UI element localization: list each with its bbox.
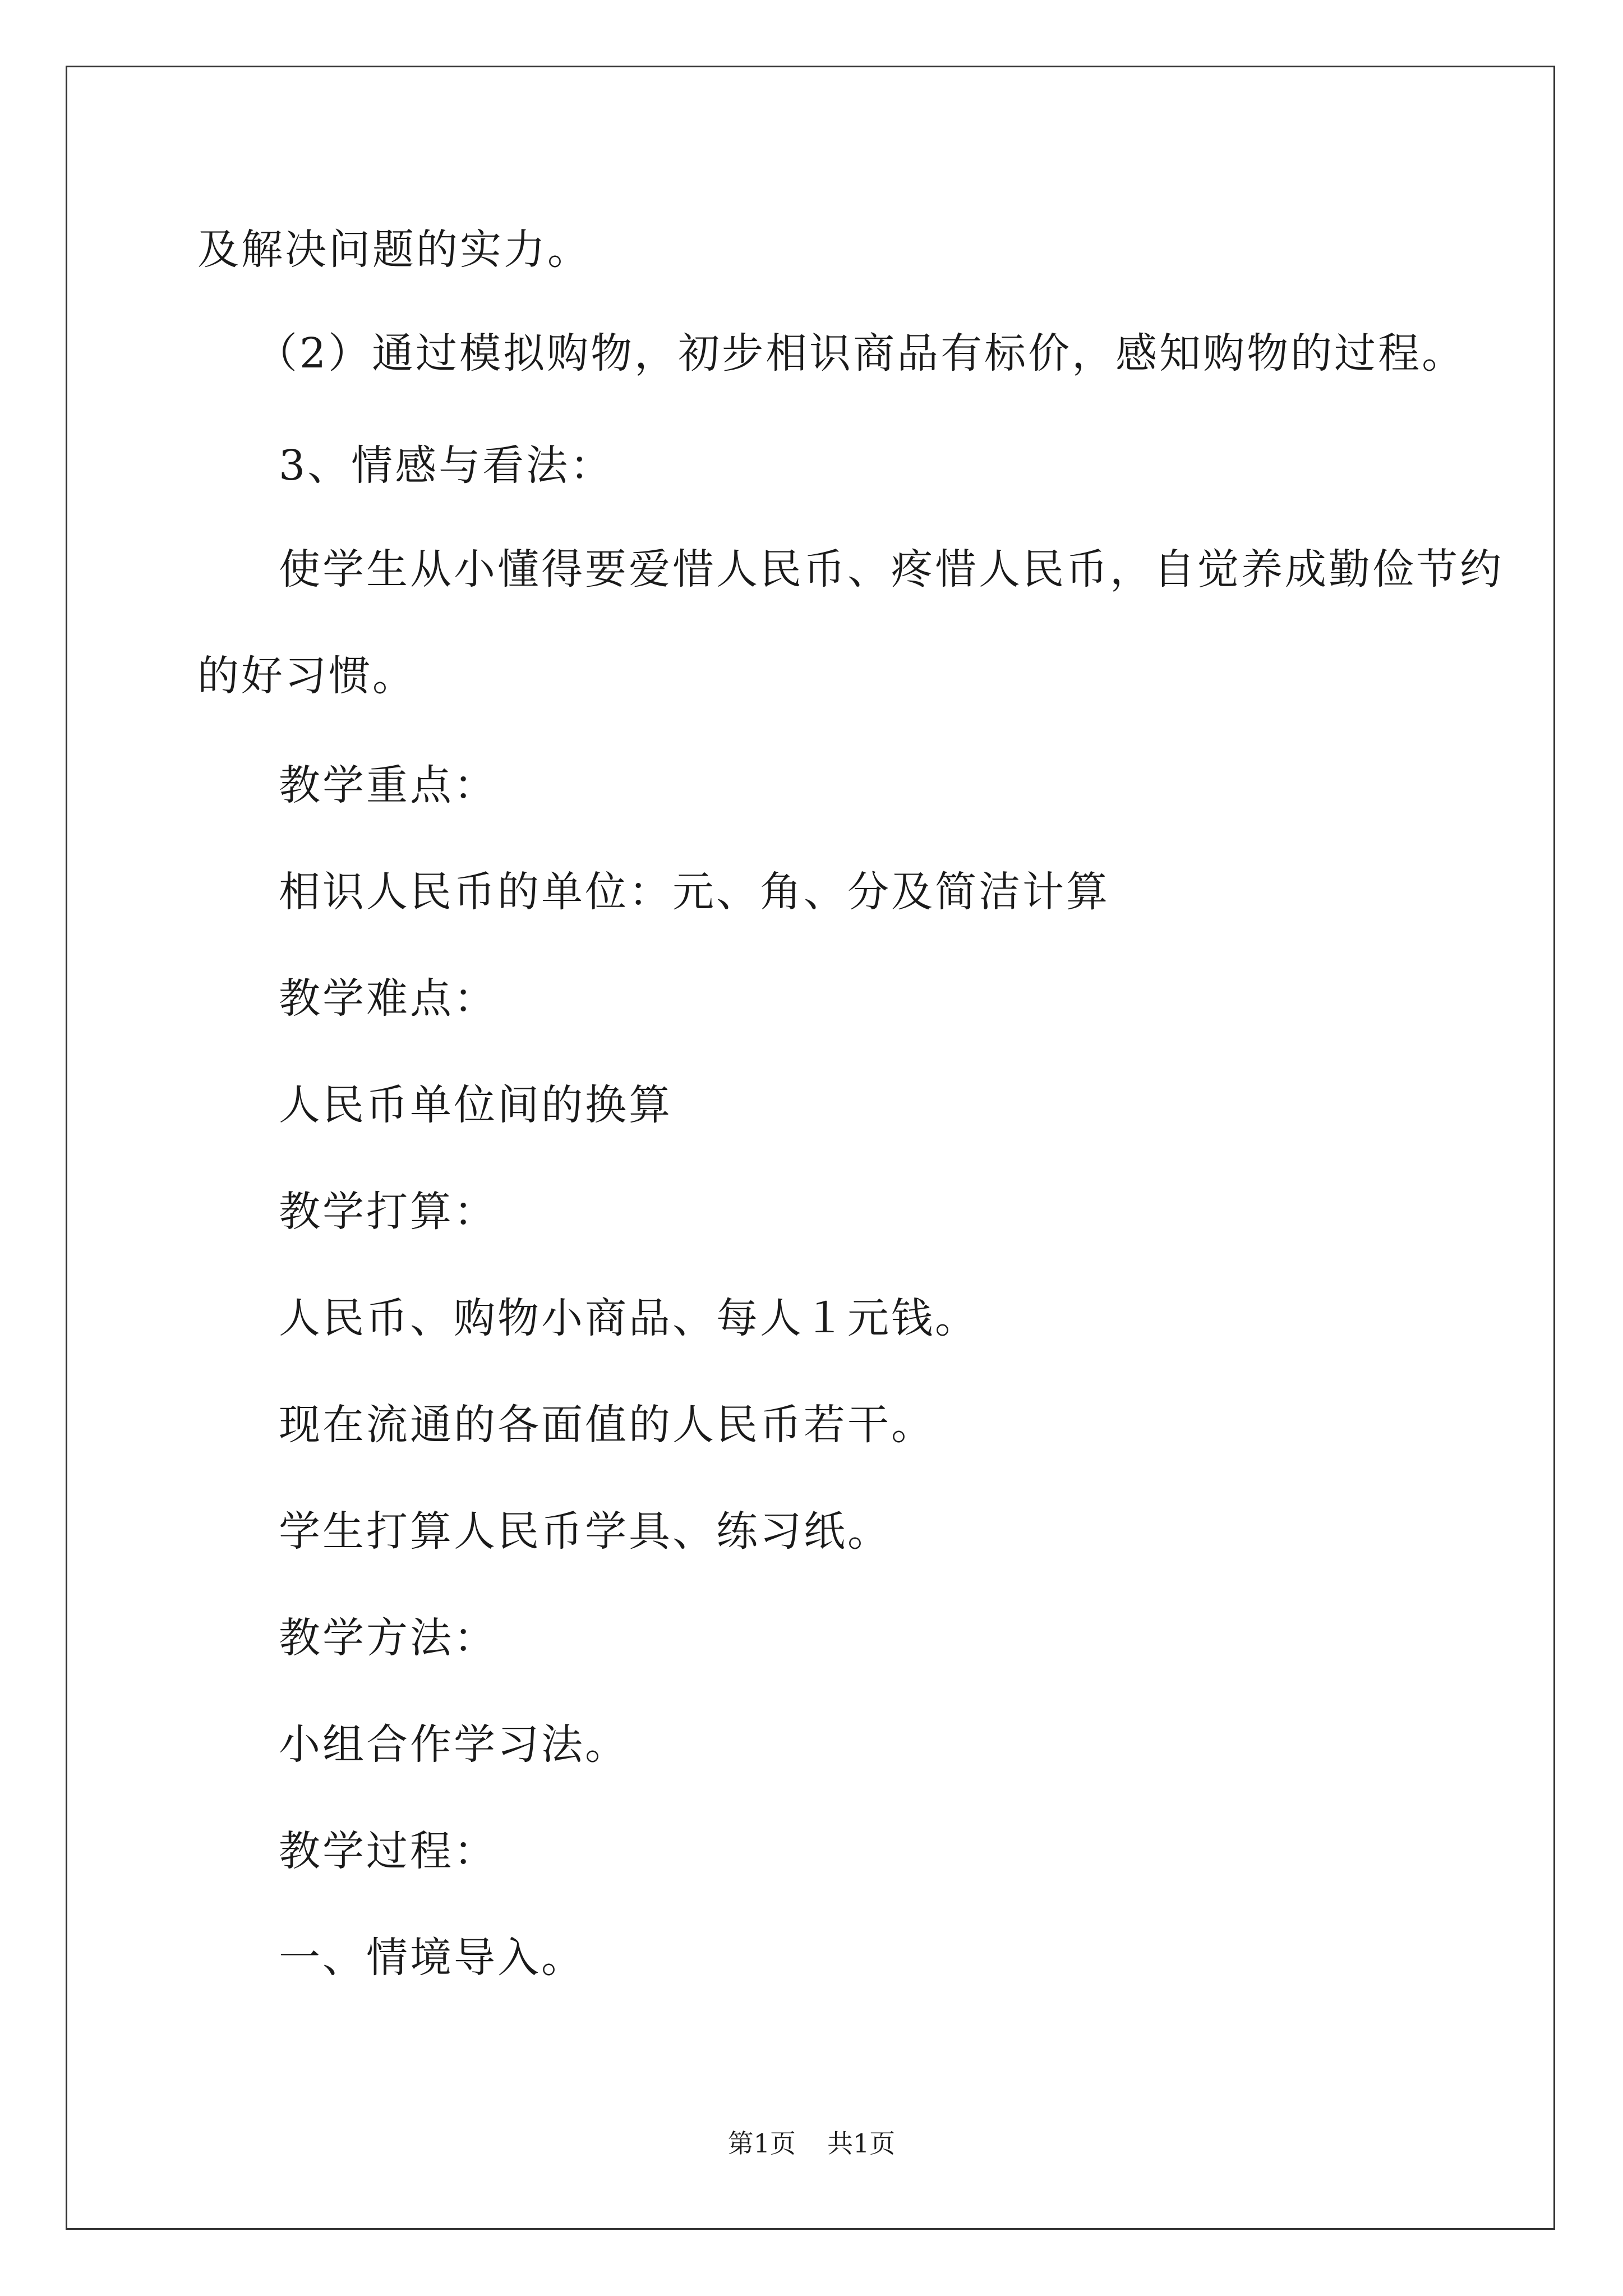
paragraph-line: 的好习惯。 <box>197 652 416 700</box>
paragraph-line: （2）通过模拟购物，初步相识商品有标价，感知购物的过程。 <box>256 329 1466 378</box>
page-number: 第1页 <box>727 2128 796 2159</box>
paragraph-line: 教学打算： <box>279 1188 497 1236</box>
paragraph-line: 教学重点： <box>279 761 497 809</box>
paragraph-line: 学生打算人民币学具、练习纸。 <box>279 1507 891 1556</box>
paragraph-line: 现在流通的各面值的人民币若干。 <box>279 1401 935 1449</box>
page-footer <box>0 2128 1623 2159</box>
paragraph-line: 3、情感与看法： <box>279 441 614 490</box>
paragraph-line: 相识人民币的单位：元、角、分及简洁计算 <box>279 868 1110 916</box>
paragraph-line: 人民币单位间的换算 <box>279 1081 672 1129</box>
paragraph-line: 使学生从小懂得要爱惜人民币、疼惜人民币，自觉养成勤俭节约 <box>279 545 1504 593</box>
paragraph-line: 教学过程： <box>279 1827 497 1875</box>
paragraph-line: 教学难点： <box>279 974 497 1023</box>
page-total: 共1页 <box>827 2128 896 2159</box>
paragraph-line: 及解决问题的实力。 <box>197 226 591 274</box>
paragraph-line: 人民币、购物小商品、每人１元钱。 <box>279 1294 979 1342</box>
page-border <box>66 66 1555 2230</box>
paragraph-line: 小组合作学习法。 <box>279 1720 629 1769</box>
paragraph-line: 一、情境导入。 <box>279 1934 585 1982</box>
paragraph-line: 教学方法： <box>279 1614 497 1662</box>
